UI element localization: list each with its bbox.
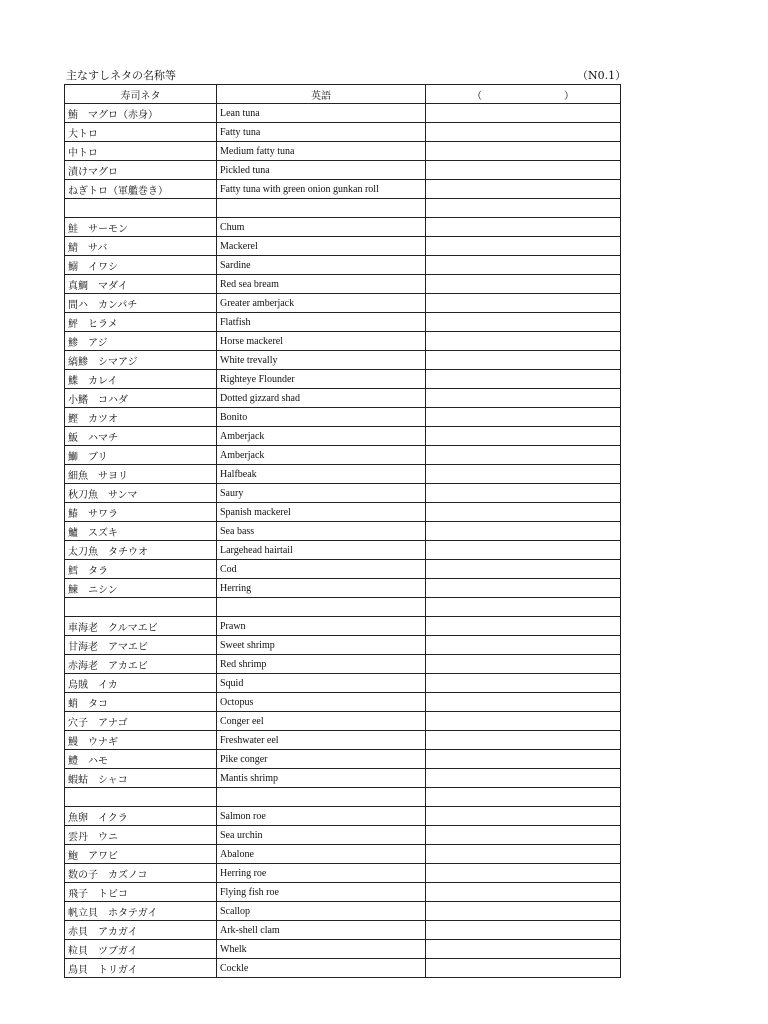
sushi-neta-cell: 鰹 カツオ: [65, 408, 217, 427]
table-row: [65, 864, 621, 883]
english-name-cell: Ark-shell clam: [217, 921, 426, 940]
sushi-neta-cell: 大トロ: [65, 123, 217, 142]
sushi-neta-cell: 蝦蛄 シャコ: [65, 769, 217, 788]
blank-cell: [426, 256, 621, 275]
table-row: [65, 503, 621, 522]
sushi-neta-cell: 鯵 アジ: [65, 332, 217, 351]
sushi-neta-cell: 細魚 サヨリ: [65, 465, 217, 484]
table-row: [65, 959, 621, 978]
table-row: [65, 693, 621, 712]
sushi-neta-cell: 縞鯵 シマアジ: [65, 351, 217, 370]
table-row: [65, 826, 621, 845]
english-name-cell: Freshwater eel: [217, 731, 426, 750]
english-name-cell: Scallop: [217, 902, 426, 921]
blank-cell: [426, 332, 621, 351]
blank-cell: [426, 104, 621, 123]
sushi-neta-cell: 蛸 タコ: [65, 693, 217, 712]
english-name-cell: Flatfish: [217, 313, 426, 332]
blank-cell: [426, 579, 621, 598]
sushi-neta-cell: 甘海老 アマエビ: [65, 636, 217, 655]
english-name-cell: Chum: [217, 218, 426, 237]
blank-cell: [426, 484, 621, 503]
table-row: [65, 313, 621, 332]
sushi-neta-cell: 数の子 カズノコ: [65, 864, 217, 883]
sushi-neta-cell: 鯖 サバ: [65, 237, 217, 256]
blank-cell: [426, 427, 621, 446]
sushi-name-table: [64, 84, 621, 978]
column-header-english: 英語: [217, 85, 426, 104]
close-parenthesis: ）: [564, 90, 574, 102]
blank-cell: [426, 560, 621, 579]
table-row: [65, 484, 621, 503]
english-name-cell: Abalone: [217, 845, 426, 864]
sushi-neta-cell: 赤貝 アカガイ: [65, 921, 217, 940]
english-name-cell: Sea urchin: [217, 826, 426, 845]
table-row: [65, 104, 621, 123]
sushi-neta-cell: 鰻 ウナギ: [65, 731, 217, 750]
english-name-cell: [217, 199, 426, 218]
blank-cell: [426, 351, 621, 370]
table-row: [65, 180, 621, 199]
sushi-neta-cell: [65, 788, 217, 807]
sushi-neta-cell: 鰯 イワシ: [65, 256, 217, 275]
english-name-cell: Sea bass: [217, 522, 426, 541]
table-row: [65, 921, 621, 940]
blank-cell: [426, 180, 621, 199]
blank-cell: [426, 313, 621, 332]
sushi-neta-cell: 車海老 クルマエビ: [65, 617, 217, 636]
sushi-neta-cell: 赤海老 アカエビ: [65, 655, 217, 674]
table-row: [65, 579, 621, 598]
sushi-neta-cell: 真鯛 マダイ: [65, 275, 217, 294]
english-name-cell: Sweet shrimp: [217, 636, 426, 655]
english-name-cell: Fatty tuna: [217, 123, 426, 142]
table-row: [65, 674, 621, 693]
english-name-cell: Medium fatty tuna: [217, 142, 426, 161]
english-name-cell: Greater amberjack: [217, 294, 426, 313]
blank-cell: [426, 199, 621, 218]
english-name-cell: Dotted gizzard shad: [217, 389, 426, 408]
table-row: [65, 351, 621, 370]
blank-cell: [426, 370, 621, 389]
english-name-cell: Amberjack: [217, 446, 426, 465]
sushi-neta-cell: ねぎトロ（軍艦巻き）: [65, 180, 217, 199]
table-row: [65, 636, 621, 655]
table-row: [65, 294, 621, 313]
english-name-cell: Pike conger: [217, 750, 426, 769]
sushi-neta-cell: 魚卵 イクラ: [65, 807, 217, 826]
blank-cell: [426, 731, 621, 750]
table-row: [65, 199, 621, 218]
table-row: [65, 370, 621, 389]
blank-cell: [426, 921, 621, 940]
blank-cell: [426, 655, 621, 674]
english-name-cell: Herring roe: [217, 864, 426, 883]
table-row: [65, 408, 621, 427]
table-row: [65, 142, 621, 161]
blank-cell: [426, 826, 621, 845]
english-name-cell: Red shrimp: [217, 655, 426, 674]
sushi-neta-cell: 鮃 ヒラメ: [65, 313, 217, 332]
sushi-neta-cell: 中トロ: [65, 142, 217, 161]
blank-cell: [426, 883, 621, 902]
table-row: [65, 446, 621, 465]
sushi-neta-cell: 鱈 タラ: [65, 560, 217, 579]
english-name-cell: Mackerel: [217, 237, 426, 256]
sushi-neta-cell: 帆立貝 ホタテガイ: [65, 902, 217, 921]
blank-cell: [426, 788, 621, 807]
english-name-cell: Sardine: [217, 256, 426, 275]
blank-cell: [426, 750, 621, 769]
document-title: 主なすしネタの名称等: [66, 69, 176, 82]
table-row: [65, 712, 621, 731]
english-name-cell: Spanish mackerel: [217, 503, 426, 522]
blank-cell: [426, 541, 621, 560]
blank-cell: [426, 142, 621, 161]
table-body: [65, 104, 621, 978]
sushi-neta-cell: 鰊 ニシン: [65, 579, 217, 598]
sushi-neta-cell: 鰆 サワラ: [65, 503, 217, 522]
table-row: [65, 598, 621, 617]
blank-cell: [426, 237, 621, 256]
sushi-neta-cell: 鱧 ハモ: [65, 750, 217, 769]
english-name-cell: Fatty tuna with green onion gunkan roll: [217, 180, 426, 199]
english-name-cell: Horse mackerel: [217, 332, 426, 351]
column-header-blank: [426, 85, 621, 104]
blank-cell: [426, 864, 621, 883]
sushi-neta-cell: 魬 ハマチ: [65, 427, 217, 446]
table-row: [65, 522, 621, 541]
blank-cell: [426, 845, 621, 864]
table-row: [65, 123, 621, 142]
table-row: [65, 560, 621, 579]
table-row: [65, 845, 621, 864]
english-name-cell: Flying fish roe: [217, 883, 426, 902]
table-row: [65, 883, 621, 902]
table-row: [65, 389, 621, 408]
sushi-neta-cell: 飛子 トビコ: [65, 883, 217, 902]
page-number: （N0.1）: [577, 69, 627, 82]
english-name-cell: [217, 598, 426, 617]
sushi-neta-cell: 漬けマグロ: [65, 161, 217, 180]
sushi-neta-cell: 鮑 アワビ: [65, 845, 217, 864]
english-name-cell: Herring: [217, 579, 426, 598]
english-name-cell: Largehead hairtail: [217, 541, 426, 560]
table-row: [65, 218, 621, 237]
english-name-cell: Amberjack: [217, 427, 426, 446]
english-name-cell: Conger eel: [217, 712, 426, 731]
table-row: [65, 731, 621, 750]
sushi-neta-cell: 穴子 アナゴ: [65, 712, 217, 731]
english-name-cell: Salmon roe: [217, 807, 426, 826]
sushi-neta-cell: [65, 598, 217, 617]
table-row: [65, 237, 621, 256]
sushi-neta-cell: 太刀魚 タチウオ: [65, 541, 217, 560]
table-row: [65, 541, 621, 560]
english-name-cell: Mantis shrimp: [217, 769, 426, 788]
blank-cell: [426, 503, 621, 522]
table-row: [65, 902, 621, 921]
english-name-cell: Red sea bream: [217, 275, 426, 294]
english-name-cell: Squid: [217, 674, 426, 693]
table-row: [65, 332, 621, 351]
column-header-sushi-neta: 寿司ネタ: [65, 85, 217, 104]
blank-cell: [426, 275, 621, 294]
blank-cell: [426, 636, 621, 655]
english-name-cell: Cod: [217, 560, 426, 579]
english-name-cell: Halfbeak: [217, 465, 426, 484]
english-name-cell: Saury: [217, 484, 426, 503]
table-row: [65, 750, 621, 769]
table-row: [65, 655, 621, 674]
sushi-neta-cell: 間ハ カンパチ: [65, 294, 217, 313]
blank-cell: [426, 674, 621, 693]
blank-cell: [426, 807, 621, 826]
blank-cell: [426, 465, 621, 484]
english-name-cell: Octopus: [217, 693, 426, 712]
english-name-cell: Whelk: [217, 940, 426, 959]
table-row: [65, 275, 621, 294]
sushi-neta-cell: [65, 199, 217, 218]
sushi-neta-cell: 鰤 ブリ: [65, 446, 217, 465]
blank-cell: [426, 959, 621, 978]
table-row: [65, 940, 621, 959]
english-name-cell: [217, 788, 426, 807]
sushi-neta-cell: 鳥貝 トリガイ: [65, 959, 217, 978]
blank-cell: [426, 218, 621, 237]
blank-cell: [426, 161, 621, 180]
sushi-neta-cell: 小鰭 コハダ: [65, 389, 217, 408]
blank-cell: [426, 617, 621, 636]
sushi-neta-cell: 雲丹 ウニ: [65, 826, 217, 845]
table-header-row: [65, 85, 621, 104]
english-name-cell: White trevally: [217, 351, 426, 370]
open-parenthesis: （: [472, 90, 482, 102]
sushi-neta-cell: 粒貝 ツブガイ: [65, 940, 217, 959]
blank-cell: [426, 769, 621, 788]
blank-cell: [426, 693, 621, 712]
blank-cell: [426, 902, 621, 921]
blank-cell: [426, 712, 621, 731]
blank-cell: [426, 389, 621, 408]
sushi-neta-cell: 烏賊 イカ: [65, 674, 217, 693]
sushi-neta-cell: 鮭 サーモン: [65, 218, 217, 237]
table-row: [65, 617, 621, 636]
table-row: [65, 788, 621, 807]
blank-cell: [426, 408, 621, 427]
english-name-cell: Bonito: [217, 408, 426, 427]
table-row: [65, 769, 621, 788]
blank-cell: [426, 294, 621, 313]
sushi-neta-cell: 鰈 カレイ: [65, 370, 217, 389]
table-row: [65, 465, 621, 484]
blank-cell: [426, 940, 621, 959]
english-name-cell: Righteye Flounder: [217, 370, 426, 389]
blank-cell: [426, 446, 621, 465]
blank-cell: [426, 598, 621, 617]
sushi-neta-cell: 秋刀魚 サンマ: [65, 484, 217, 503]
table-row: [65, 427, 621, 446]
english-name-cell: Pickled tuna: [217, 161, 426, 180]
blank-cell: [426, 123, 621, 142]
blank-cell: [426, 522, 621, 541]
sushi-neta-cell: 鱸 スズキ: [65, 522, 217, 541]
english-name-cell: Cockle: [217, 959, 426, 978]
table-row: [65, 256, 621, 275]
sushi-neta-cell: 鮪 マグロ（赤身）: [65, 104, 217, 123]
table-row: [65, 161, 621, 180]
english-name-cell: Lean tuna: [217, 104, 426, 123]
table-row: [65, 807, 621, 826]
english-name-cell: Prawn: [217, 617, 426, 636]
